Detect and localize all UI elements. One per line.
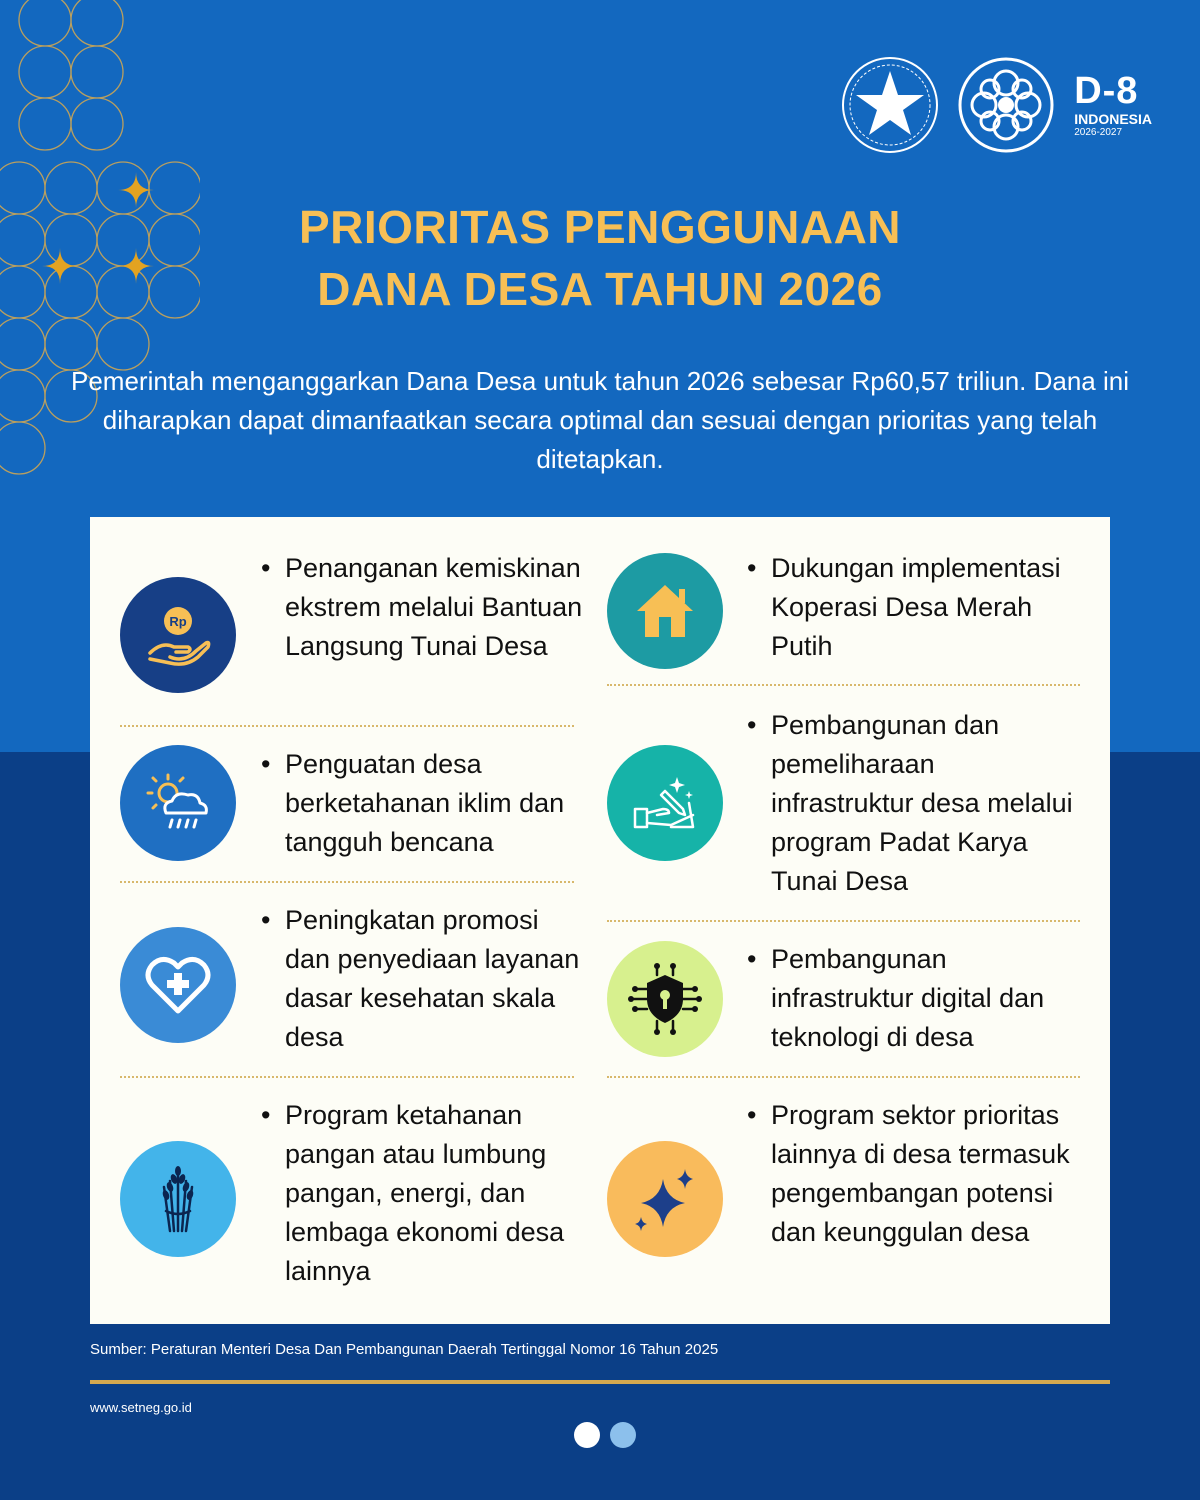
- priority-text-1: • Penanganan kemiskinan ekstrem melalui Bantuan Langsung Tunai Desa: [261, 553, 583, 661]
- digital-security-icon: [627, 961, 703, 1037]
- priority-label-6: Pembangunan dan pemeliharaan infrastruktur desa melalui program Padat Karya Tunai Desa: [771, 710, 1073, 896]
- hand-writing-icon: [627, 765, 703, 841]
- priority-text-5: • Dukungan implementasi Koperasi Desa Merah Putih: [747, 553, 1061, 661]
- priority-icon-circle-4: [120, 1141, 236, 1257]
- page-indicator-dot[interactable]: [610, 1422, 636, 1448]
- priority-text-3: • Peningkatan promosi dan penyediaan layanan dasar kesehatan skala desa: [261, 905, 580, 1052]
- priority-text-4: • Program ketahanan pangan atau lumbung pangan, energi, dan lembaga ekonomi desa lainnya: [261, 1100, 565, 1286]
- money-hand-icon: [140, 597, 216, 673]
- d8-logo-country: INDONESIA: [1074, 111, 1152, 127]
- divider: [120, 881, 574, 883]
- priority-label-2: Penguatan desa berketahanan iklim dan tangguh bencana: [285, 749, 565, 857]
- divider: [607, 684, 1080, 686]
- priority-icon-circle-7: [607, 941, 723, 1057]
- house-icon: [627, 573, 703, 649]
- divider: [120, 1076, 574, 1078]
- priority-text-2: • Penguatan desa berketahanan iklim dan tangguh bencana: [261, 749, 565, 857]
- priorities-card: [90, 517, 1110, 1324]
- heart-health-icon: [140, 947, 216, 1023]
- priority-label-4: Program ketahanan pangan atau lumbung pangan, energi, dan lembaga ekonomi desa lainnya: [285, 1100, 565, 1286]
- priority-label-5: Dukungan implementasi Koperasi Desa Merah Putih: [771, 553, 1061, 661]
- sparkle-icon: [627, 1161, 703, 1237]
- page-title: [0, 196, 1200, 320]
- divider: [120, 725, 574, 727]
- state-emblem-icon: [840, 55, 940, 155]
- header-logos: [840, 50, 1152, 160]
- priority-text-7: • Pembangunan infrastruktur digital dan teknologi di desa: [747, 944, 1045, 1052]
- priority-label-1: Penanganan kemiskinan ekstrem melalui Bantuan Langsung Tunai Desa: [285, 553, 583, 661]
- priority-text-8: • Program sektor prioritas lainnya di desa termasuk pengembangan potensi dan keunggulan desa: [747, 1100, 1070, 1247]
- intro-paragraph: Pemerintah menganggarkan Dana Desa untuk tahun 2026 sebesar Rp60,57 triliun. Dana ini diharapkan dapat dimanfaatkan secara optimal dan sesuai dengan prioritas yang telah ditetapkan.: [70, 366, 1129, 474]
- wheat-icon: [140, 1161, 216, 1237]
- d8-emblem-icon: [954, 53, 1058, 157]
- divider: [607, 920, 1080, 922]
- priority-icon-circle-8: [607, 1141, 723, 1257]
- page-title-line2: DANA DESA TAHUN 2026: [317, 263, 883, 315]
- priority-icon-circle-5: [607, 553, 723, 669]
- d8-logo-years: 2026-2027: [1074, 127, 1123, 138]
- page-indicator-dot-active[interactable]: [574, 1422, 600, 1448]
- priority-icon-circle-2: [120, 745, 236, 861]
- divider: [607, 1076, 1080, 1078]
- priority-label-7: Pembangunan infrastruktur digital dan teknologi di desa: [771, 944, 1045, 1052]
- d8-logo-text: [1074, 72, 1152, 138]
- source-note: Sumber: Peraturan Menteri Desa Dan Pembangunan Daerah Tertinggal Nomor 16 Tahun 2025: [90, 1341, 719, 1358]
- rupiah-badge: Rp: [169, 614, 187, 629]
- priority-icon-circle-6: [607, 745, 723, 861]
- website-url[interactable]: www.setneg.go.id: [90, 1400, 192, 1415]
- page-title-line1: PRIORITAS PENGGUNAAN: [298, 201, 902, 253]
- priority-label-8: Program sektor prioritas lainnya di desa termasuk pengembangan potensi dan keunggulan desa: [771, 1100, 1070, 1247]
- priority-icon-circle-3: [120, 927, 236, 1043]
- d8-logo-title: D-8: [1074, 70, 1139, 112]
- footer-divider: [90, 1380, 1110, 1384]
- priority-text-6: • Pembangunan dan pemeliharaan infrastruktur desa melalui program Padat Karya Tunai Desa: [747, 710, 1073, 896]
- priority-icon-circle-1: [120, 577, 236, 693]
- priority-label-3: Peningkatan promosi dan penyediaan layanan dasar kesehatan skala desa: [285, 905, 580, 1052]
- weather-icon: [140, 765, 216, 841]
